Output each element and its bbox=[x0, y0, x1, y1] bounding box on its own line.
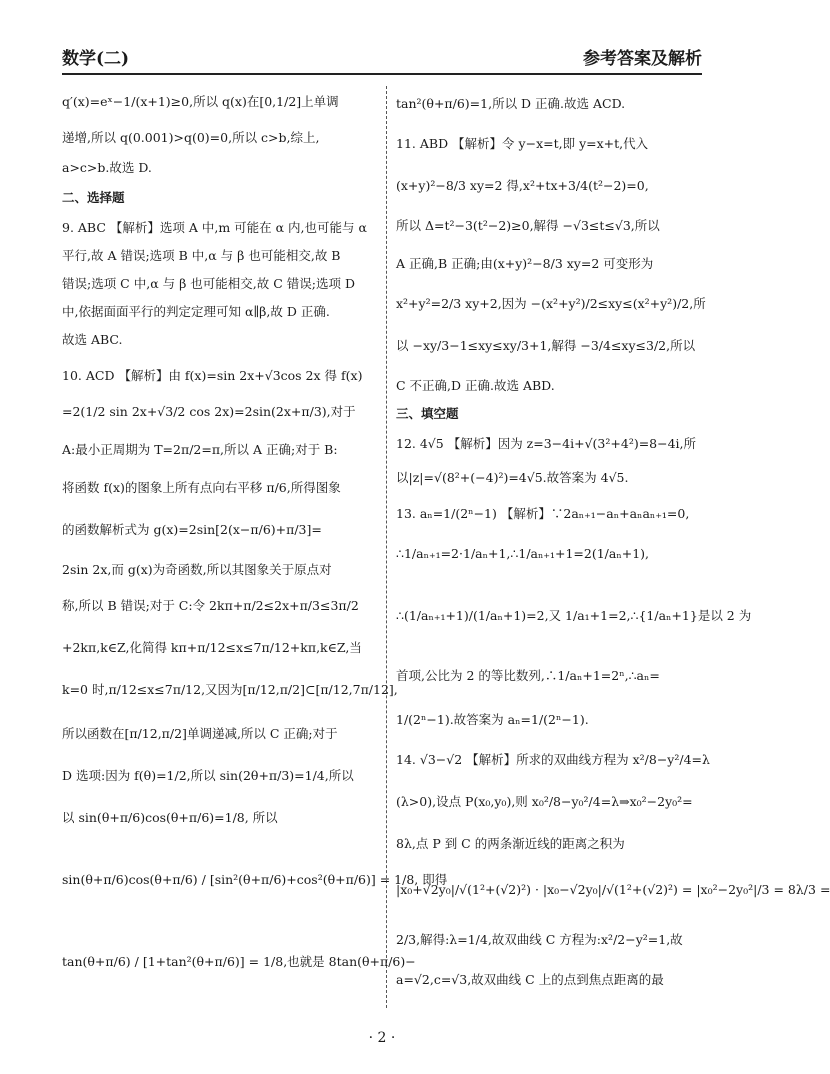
text-line: 13. aₙ=1/(2ⁿ−1) 【解析】∵2aₙ₊₁−aₙ+aₙaₙ₊₁=0, bbox=[396, 506, 690, 521]
text-line: 的函数解析式为 g(x)=2sin[2(x−π/6)+π/3]= bbox=[62, 522, 322, 537]
header-subject-title: 数学(二) bbox=[62, 49, 130, 69]
text-line: |x₀+√2y₀|/√(1²+(√2)²) · |x₀−√2y₀|/√(1²+(√2)²) = |x₀²−2y₀²|/3 = 8λ/3 = bbox=[396, 882, 830, 897]
column-divider bbox=[386, 86, 387, 1008]
text-line: 所以函数在[π/12,π/2]单调递减,所以 C 正确;对于 bbox=[62, 726, 338, 741]
text-line: 称,所以 B 错误;对于 C:令 2kπ+π/2≤2x+π/3≤3π/2 bbox=[62, 598, 359, 613]
text-line: D 选项:因为 f(θ)=1/2,所以 sin(2θ+π/3)=1/4,所以 bbox=[62, 768, 354, 783]
text-line: =2(1/2 sin 2x+√3/2 cos 2x)=2sin(2x+π/3),对于 bbox=[62, 404, 356, 419]
text-line: 以|z|=√(8²+(−4)²)=4√5.故答案为 4√5. bbox=[396, 470, 629, 485]
text-line: 11. ABD 【解析】令 y−x=t,即 y=x+t,代入 bbox=[396, 136, 649, 151]
section-title: 二、选择题 bbox=[62, 190, 125, 205]
text-line: ∴1/aₙ₊₁=2·1/aₙ+1,∴1/aₙ₊₁+1=2(1/aₙ+1), bbox=[396, 546, 650, 561]
text-line: tan²(θ+π/6)=1,所以 D 正确.故选 ACD. bbox=[396, 96, 626, 111]
text-line: 错误;选项 C 中,α 与 β 也可能相交,故 C 错误;选项 D bbox=[62, 276, 355, 291]
text-line: 10. ACD 【解析】由 f(x)=sin 2x+√3cos 2x 得 f(x) bbox=[62, 368, 363, 383]
text-line: +2kπ,k∈Z,化简得 kπ+π/12≤x≤7π/12+kπ,k∈Z,当 bbox=[62, 640, 362, 655]
page-number: · 2 · bbox=[368, 1030, 396, 1046]
text-line: 9. ABC 【解析】选项 A 中,m 可能在 α 内,也可能与 α bbox=[62, 220, 367, 235]
header-answer-title: 参考答案及解析 bbox=[583, 49, 702, 69]
text-line: x²+y²=2/3 xy+2,因为 −(x²+y²)/2≤xy≤(x²+y²)/2,所 bbox=[396, 296, 706, 311]
text-line: 中,依据面面平行的判定定理可知 α∥β,故 D 正确. bbox=[62, 304, 330, 319]
text-line: tan(θ+π/6) / [1+tan²(θ+π/6)] = 1/8,也就是 8tan(θ+π/6)− bbox=[62, 954, 416, 969]
text-line: A 正确,B 正确;由(x+y)²−8/3 xy=2 可变形为 bbox=[396, 256, 654, 271]
text-line: 以 −xy/3−1≤xy≤xy/3+1,解得 −3/4≤xy≤3/2,所以 bbox=[396, 338, 696, 353]
section-title: 三、填空题 bbox=[396, 406, 459, 421]
header-rule bbox=[62, 73, 702, 75]
text-line: C 不正确,D 正确.故选 ABD. bbox=[396, 378, 555, 393]
text-line: 以 sin(θ+π/6)cos(θ+π/6)=1/8, 所以 bbox=[62, 810, 278, 825]
page-header bbox=[62, 44, 702, 72]
text-line: sin(θ+π/6)cos(θ+π/6) / [sin²(θ+π/6)+cos²(θ+π/6)] = 1/8, 即得 bbox=[62, 872, 448, 887]
text-line: 将函数 f(x)的图象上所有点向右平移 π/6,所得图象 bbox=[62, 480, 341, 495]
text-line: 首项,公比为 2 的等比数列,∴1/aₙ+1=2ⁿ,∴aₙ= bbox=[396, 668, 660, 683]
text-line: A:最小正周期为 T=2π/2=π,所以 A 正确;对于 B: bbox=[62, 442, 338, 457]
text-line: ∴(1/aₙ₊₁+1)/(1/aₙ+1)=2,又 1/a₁+1=2,∴{1/aₙ+1}是以 2 为 bbox=[396, 608, 752, 623]
text-line: k=0 时,π/12≤x≤7π/12,又因为[π/12,π/2]⊂[π/12,7π/12], bbox=[62, 682, 398, 697]
text-line: 8λ,点 P 到 C 的两条渐近线的距离之积为 bbox=[396, 836, 625, 851]
text-line: 2sin 2x,而 g(x)为奇函数,所以其图象关于原点对 bbox=[62, 562, 332, 577]
text-line: 12. 4√5 【解析】因为 z=3−4i+√(3²+4²)=8−4i,所 bbox=[396, 436, 697, 451]
text-line: 递增,所以 q(0.001)>q(0)=0,所以 c>b,综上, bbox=[62, 130, 320, 145]
text-line: 14. √3−√2 【解析】所求的双曲线方程为 x²/8−y²/4=λ bbox=[396, 752, 710, 767]
text-line: 故选 ABC. bbox=[62, 332, 123, 347]
text-line: 1/(2ⁿ−1).故答案为 aₙ=1/(2ⁿ−1). bbox=[396, 712, 589, 727]
text-line: a>c>b.故选 D. bbox=[62, 160, 152, 175]
text-line: a=√2,c=√3,故双曲线 C 上的点到焦点距离的最 bbox=[396, 972, 664, 987]
text-line: 所以 Δ=t²−3(t²−2)≥0,解得 −√3≤t≤√3,所以 bbox=[396, 218, 660, 233]
text-line: q′(x)=eˣ−1/(x+1)≥0,所以 q(x)在[0,1/2]上单调 bbox=[62, 94, 339, 109]
text-line: 2/3,解得:λ=1/4,故双曲线 C 方程为:x²/2−y²=1,故 bbox=[396, 932, 683, 947]
text-line: (x+y)²−8/3 xy=2 得,x²+tx+3/4(t²−2)=0, bbox=[396, 178, 649, 193]
text-line: 平行,故 A 错误;选项 B 中,α 与 β 也可能相交,故 B bbox=[62, 248, 341, 263]
text-line: (λ>0),设点 P(x₀,y₀),则 x₀²/8−y₀²/4=λ⇒x₀²−2y₀²= bbox=[396, 794, 693, 809]
